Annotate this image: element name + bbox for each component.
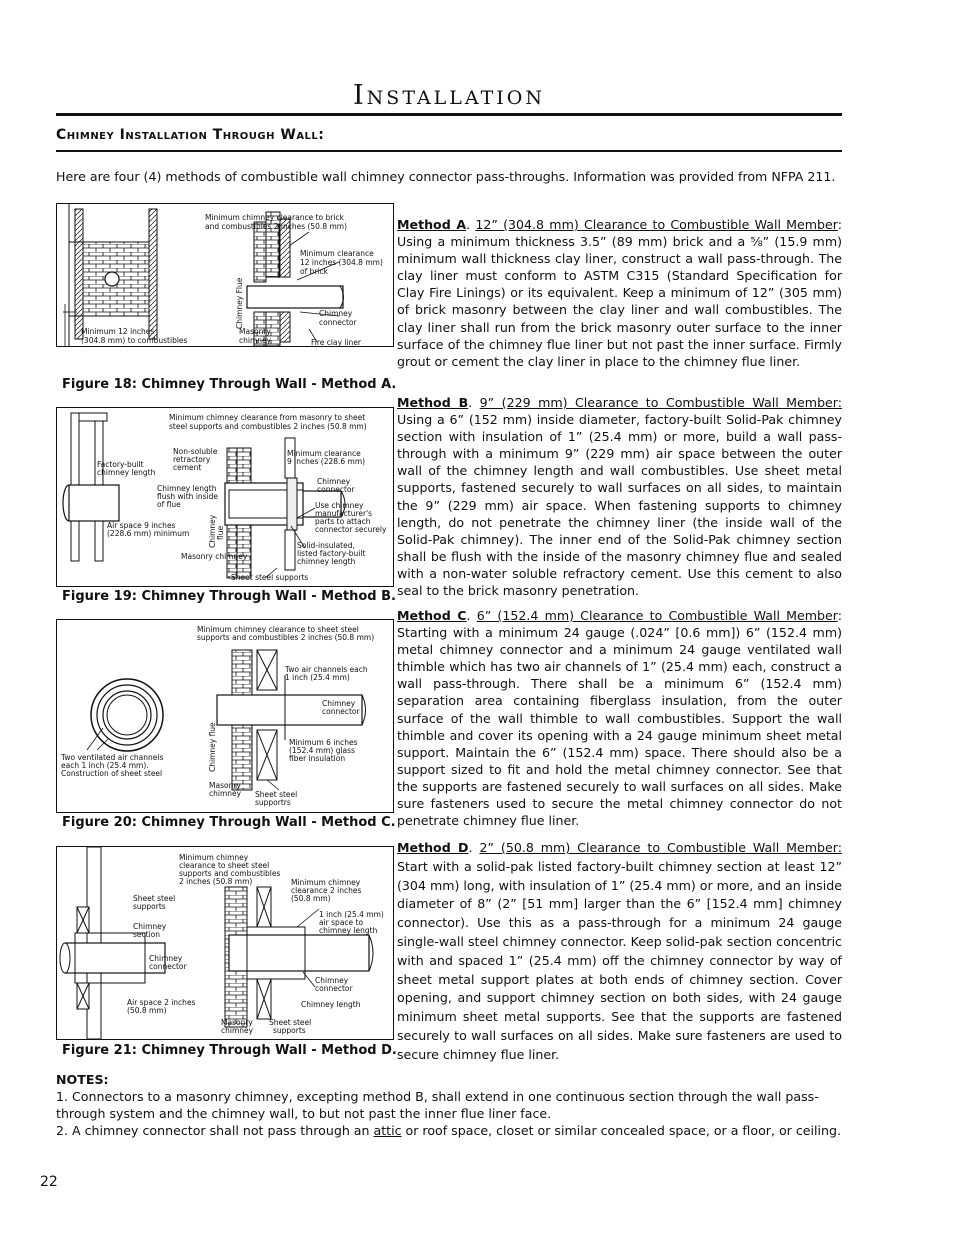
page-title: Installation [353, 80, 545, 111]
fig18-label-connector-1: Chimney [319, 309, 353, 318]
fig19-label-solid-1: Solid-insulated, [297, 541, 355, 550]
note-2-part-a: 2. A chimney connector shall not pass through an [56, 1123, 374, 1138]
fig18-label-bottom-2: (304.8 mm) to combustibles [81, 336, 188, 345]
method-b-label: Method B [397, 395, 469, 410]
fig20-label-sheet-2: supportrs [255, 798, 291, 807]
fig19-label-air-1: Air space 9 inches [107, 521, 176, 530]
method-a-body: Using a minimum thickness 3.5” (89 mm) brick and a ⅝” (15.9 mm) minimum wall thickness clay liner, construct a wall pass-through. The clay liner must conform to ASTM C315 (Standard Specification for Clay Fire Linings) or its equivalent. Keep a minimum of 12” (305 mm) of brick masonry between the clay liner and wall combustibles. The clay liner shall run from the brick masonry outer surface to the inner surface of the chimney flue liner but not past the inner surface. Firmly grout or cement the clay liner in place to the chimney flue liner. [397, 234, 842, 369]
fig21-label-min-1: Minimum chimney [179, 853, 249, 862]
method-d-paragraph: Method D. 2” (50.8 mm) Clearance to Combustible Wall Member: Start with a solid-pak listed factory-built chimney section at least 12” (304 mm) long, with insulation of 1” (25.4 mm) or more, and an inside diameter of 8” (2” [51 mm] larger than the 6” [152.4 mm] chimney connector). Use this as a pass-through for a minimum 24 gauge single-wall steel chimney connector. Keep solid-pak section concentric with and spaced 1” (25.4 mm) off the chimney connector by way of sheet metal support plates at both ends of chimney section. Cover opening, and support chimney section on both sides, with 24 gauge minimum sheet metal supports. See that the supports are fastened securely to wall surfaces on all sides. Make sure fasteners are used to secure chimney flue liner. [397, 840, 842, 1062]
fig20-label-min6-1: Minimum 6 inches [289, 738, 358, 747]
fig18-label-flue: Chimney Flue [235, 277, 244, 329]
method-c-paragraph: Method C. 6” (152.4 mm) Clearance to Combustible Wall Member: Starting with a minimum 24 gauge (.024” [0.6 mm]) 6” (152.4 mm) metal chimney connector and a minimum 24 gauge ventilated wall thimble which has two air channels of 1” (25.4 mm) each, construct a wall pass-through. There shall be a minimum 6” (152.4 mm) separation area containing fiberglass insulation, from the outer surface of the wall thimble to wall combustibles. Support the wall thimble and cover its opening with a 24 gauge minimum sheet metal support. Maintain the 6” (152.4 mm) space. There should also be a support sized to fit and hold the metal chimney connector. See that the supports are fastened securely to wall surfaces on all sides. Make sure fasteners used to secure the metal chimney connector do not penetrate chimney flue liner. [397, 608, 842, 829]
method-a-heading: 12” (304.8 mm) Clearance to Combustible Wall Member [475, 217, 838, 232]
fig20-label-vent-3: Construction of sheet steel [61, 769, 163, 778]
fig19-label-use-2: manufacturer's [315, 509, 373, 518]
fig19-label-flush-2: flush with inside [157, 492, 219, 501]
note-2-part-b: or roof space, closet or similar concealed space, or a floor, or ceiling. [401, 1123, 841, 1138]
method-b-paragraph: Method B. 9” (229 mm) Clearance to Combustible Wall Member: Using a 6” (152 mm) inside diameter, factory-built Solid-Pak chimney section with insulation of 1” (25.4 mm) or more, build a wall pass-through with a minimum 9” (229 mm) air space between the outer wall of the chimney length and wall combustibles. Use sheet metal supports, fastened securely to wall surfaces on all sides, to maintain the 9” (229 mm) air space. When fastening supports to chimney length, do not penetrate the chimney liner (the inside wall of the Solid-Pak chimney). The inner end of the Solid-Pak chimney section shall be flush with the inside of the masonry chimney flue and sealed with a non-water soluble refractory cement. Use this cement to also seal to the brick masonry penetration. [397, 395, 843, 599]
method-a-paragraph: Method A. 12” (304.8 mm) Clearance to Combustible Wall Member: Using a minimum thickness 3.5” (89 mm) brick and a ⅝” (15.9 mm) minimum wall thickness clay liner, construct a wall pass-through. The clay liner must conform to ASTM C315 (Standard Specification for Clay Fire Linings) or its equivalent. Keep a minimum of 12” (305 mm) of brick masonry between the clay liner and wall combustibles. The clay liner shall run from the brick masonry outer surface to the inner surface of the chimney flue liner but not past the inner surface. Firmly grout or cement the clay liner in place to the chimney flue liner. [397, 217, 842, 369]
fig20-label-conn-1: Chimney [322, 699, 356, 708]
fig19-label-solid-2: listed factory-built [297, 549, 366, 558]
figure-19-caption: Figure 19: Chimney Through Wall - Method B. [62, 589, 396, 604]
fig20-label-vent-2: each 1 inch (25.4 mm). [61, 761, 149, 770]
notes-section [56, 1071, 846, 1139]
figure-21-diagram [56, 846, 394, 1040]
fig21-label-inch-1: 1 inch (25.4 mm) [319, 910, 384, 919]
fig20-label-masonry-2: chimney [209, 789, 242, 798]
fig21-label-air-2: (50.8 mm) [127, 1006, 167, 1015]
fig20-label-conn-2: connector [322, 707, 360, 716]
fig21-label-len: Chimney length [301, 1000, 361, 1009]
fig19-label-flush-3: of flue [157, 500, 181, 509]
fig19-label-solid-3: chimney length [297, 557, 356, 566]
fig21-label-sss-1: Sheet steel [133, 894, 176, 903]
fig19-label-sheet: Sheet steel supports [231, 573, 309, 582]
fig18-label-bottom-1: Minimum 12 inches [81, 327, 155, 336]
fig19-label-masonry: Masonry chimney [181, 552, 248, 561]
fig21-label-inch-2: air space to [319, 918, 364, 927]
fig21-label-cc-2: connector [149, 962, 187, 971]
method-d-body: Start with a solid-pak listed factory-built chimney section at least 12” (304 mm) long, with insulation of 1” (25.4 mm) or more, and an inside diameter of 8” (2” [51 mm] larger than the 6” [152.4 mm] chimney connector). Use this as a pass-through for a minimum 24 gauge single-wall steel chimney connector. Keep solid-pak section concentric with and spaced 1” (25.4 mm) off the chimney connector by way of sheet metal support plates at both ends of chimney section. Cover opening, and support chimney section on both sides, with 24 gauge minimum sheet metal supports. See that the supports are fastened securely to wall surfaces on all sides. Make sure fasteners are used to secure chimney flue liner. [397, 858, 842, 1062]
fig18-label-masonry-2: chimney [239, 336, 272, 345]
fig21-label-min-4: 2 inches (50.8 mm) [179, 877, 253, 886]
fig21-label-cc-1: Chimney [149, 954, 183, 963]
fig20-label-flue: Chimney flue [208, 722, 217, 772]
fig21-label-min-2: clearance to sheet steel [179, 861, 270, 870]
fig21-label-min2-1: Minimum chimney [291, 878, 361, 887]
fig19-label-flue-1: Chimney [208, 514, 217, 548]
fig19-label-fb-2: chimney length [97, 468, 156, 477]
method-c-sep: : [837, 608, 842, 623]
fig19-label-flush-1: Chimney length [157, 484, 217, 493]
notes-heading: NOTES: [56, 1072, 109, 1087]
fig19-label-nonsol-3: cement [173, 463, 202, 472]
fig19-label-conn-2: connector [317, 485, 355, 494]
fig20-label-top-1: Minimum chimney clearance to sheet steel [197, 625, 359, 634]
figure-18-caption: Figure 18: Chimney Through Wall - Method A. [62, 377, 397, 392]
fig19-label-top-2: steel supports and combustibles 2 inches (50.8 mm) [169, 422, 367, 431]
fig20-label-min6-2: (152.4 mm) glass [289, 746, 355, 755]
fig18-label-min-top-2: and combustibles 2 inches (50.8 mm) [205, 222, 348, 231]
fig20-label-two-2: 1 inch (25.4 mm) [285, 673, 350, 682]
fig21-label-chs-1: Chimney [133, 922, 167, 931]
fig21-label-sheet-1: Sheet steel [269, 1018, 312, 1027]
figure-21-caption: Figure 21: Chimney Through Wall - Method D. [62, 1043, 397, 1058]
fig18-label-min12-3: of brick [300, 267, 329, 276]
figure-20-diagram [56, 619, 394, 813]
title-rule [56, 113, 842, 116]
fig19-label-nonsol-1: Non-soluble [173, 447, 218, 456]
fig19-label-nonsol-2: retractory [173, 455, 211, 464]
fig18-label-connector-2: connector [319, 318, 357, 327]
fig20-label-masonry-1: Masonry [209, 781, 241, 790]
fig19-label-min9-2: 9 inches (228.6 mm) [287, 457, 366, 466]
method-a-sep: : [837, 217, 842, 232]
section-heading: Chimney Installation Through Wall: [56, 127, 325, 143]
fig19-label-use-1: Use chimney [315, 501, 364, 510]
fig21-label-min-3: supports and combustibles [179, 869, 281, 878]
figure-19-diagram [56, 407, 394, 587]
fig18-label-fireclay: Fire clay liner [311, 338, 362, 346]
fig19-label-top-1: Minimum chimney clearance from masonry to sheet [169, 413, 366, 422]
figure-18-diagram [56, 203, 394, 347]
method-c-heading: 6” (152.4 mm) Clearance to Combustible Wall Member [476, 608, 838, 623]
page-number: 22 [40, 1174, 58, 1190]
fig21-label-min2-2: clearance 2 inches [291, 886, 362, 895]
fig20-label-vent-1: Two ventilated air channels [61, 753, 164, 762]
fig19-label-air-2: (228.6 mm) minimum [107, 529, 190, 538]
fig19-label-use-4: connector securely [315, 525, 387, 534]
fig18-label-masonry-1: Masonry [239, 327, 271, 336]
fig21-label-min2-3: (50.8 mm) [291, 894, 331, 903]
fig18-label-min12-1: Minimum clearance [300, 249, 374, 258]
fig19-label-fb-1: Factory-built [97, 460, 144, 469]
method-b-body: Using a 6” (152 mm) inside diameter, factory-built Solid-Pak chimney section with insulation of 1” (25.4 mm) or more, build a wall pass-through with a minimum 9” (229 mm) air space between the outer wall of the chimney length and wall combustibles. Use sheet metal supports, fastened securely to wall surfaces on all sides, to maintain the 9” (229 mm) air space. When fastening supports to chimney length, do not penetrate the chimney liner (the inside wall of the Solid-Pak chimney). The inner end of the Solid-Pak chimney section shall be flush with the inside of the masonry chimney flue and sealed with a non-water soluble refractory cement. Use this cement to also seal to the brick masonry penetration. [397, 412, 842, 599]
method-b-heading: 9” (229 mm) Clearance to Combustible Wall Member: [479, 395, 843, 410]
fig20-label-top-2: supports and combustibles 2 inches (50.8 mm) [197, 633, 375, 642]
method-d-label: Method D [397, 840, 469, 855]
method-c-label: Method C [397, 608, 467, 623]
fig20-label-sheet-1: Sheet steel [255, 790, 298, 799]
fig18-label-min-top-1: Minimum chimney clearance to brick [205, 213, 344, 222]
fig21-label-masonry-2: chimney [221, 1026, 254, 1035]
intro-paragraph: Here are four (4) methods of combustible wall chimney connector pass-throughs. Information was provided from NFPA 211. [56, 169, 836, 184]
fig21-label-masonry-1: Masonry [221, 1018, 253, 1027]
fig21-label-sheet-2: supports [273, 1026, 306, 1035]
fig19-label-flue-2: flue [216, 525, 225, 540]
figure-20-caption: Figure 20: Chimney Through Wall - Method C. [62, 815, 396, 830]
section-rule [56, 150, 842, 152]
fig20-label-two-1: Two air channels each [285, 665, 368, 674]
fig21-label-inch-3: chimney length [319, 926, 378, 935]
fig19-label-use-3: parts to attach [315, 517, 371, 526]
fig21-label-cc2-1: Chimney [315, 976, 349, 985]
method-d-heading: 2” (50.8 mm) Clearance to Combustible Wall Member: [479, 840, 842, 855]
fig19-label-min9-1: Minimum clearance [287, 449, 361, 458]
fig21-label-cc2-2: connector [315, 984, 353, 993]
method-c-body: Starting with a minimum 24 gauge (.024” [0.6 mm]) 6” (152.4 mm) metal chimney connector and a minimum 24 gauge ventilated wall thimble which has two air channels of 1” (25.4 mm) each, construct a wall pass-through. There shall be a minimum 6” (152.4 mm) separation area containing fiberglass insulation, from the outer surface of the wall thimble to wall combustibles. Support the wall thimble and cover its opening with a 24 gauge minimum sheet metal support. Maintain the 6” (152.4 mm) space. There should also be a support sized to fit and hold the metal chimney connector. See that the supports are fastened securely to wall surfaces on all sides. Make sure fasteners used to secure the metal chimney connector do not penetrate chimney flue liner. [397, 625, 842, 829]
fig18-label-min12-2: 12 inches (304.8 mm) [300, 258, 383, 267]
method-a-label: Method A [397, 217, 467, 232]
fig19-label-conn-1: Chimney [317, 477, 351, 486]
note-2-attic-link: attic [373, 1123, 402, 1138]
note-2 [56, 1122, 846, 1139]
fig21-label-chs-2: section [133, 930, 161, 939]
note-1: 1. Connectors to a masonry chimney, excepting method B, shall extend in one continuous section through the wall pass-through system and the chimney wall, to but not past the inner flue liner face. [56, 1089, 819, 1121]
fig20-label-min6-3: fiber insulation [289, 754, 346, 763]
fig21-label-air-1: Air space 2 inches [127, 998, 196, 1007]
fig21-label-sss-2: supports [133, 902, 166, 911]
